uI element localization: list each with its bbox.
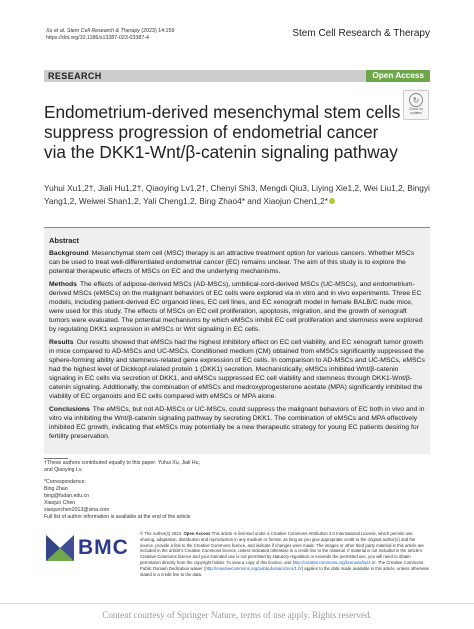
- abstract-section-text: Our results showed that eMSCs had the highest inhibitory effect on EC cell viability, and EC xenograft tumor growth in mice compared to AD-MSCs and UC-MSCs. Conditioned medium (CM) obtained from eMSCs significantly suppressed the sphere-forming ability and stemness-related gene expression of EC cells. In comparison to AD-MSCs and UC-MSCs, eMSCs had the highest level of Dickkopf-related protein 1 (DKK1) secretion. Mechanistically, eMSCs inhibited Wnt/β-catenin signaling in EC cells via secretion of DKK1, and eMSCs suppressed EC cell viability and stemness through DKK1-Wnt/β-catenin signaling. Additionally, the combination of eMSCs and medroxyprogesterone acetate (MPA) significantly inhibited the viability of EC organoids and EC cells compared with eMSCs or MPA alone.: [49, 339, 425, 400]
- journal-name: Stem Cell Research & Therapy: [292, 28, 430, 39]
- check-for-updates-badge[interactable]: [403, 90, 429, 120]
- orcid-icon[interactable]: [329, 198, 335, 204]
- author-list: [44, 182, 434, 207]
- citation-volume: (2023) 14:159: [141, 28, 175, 34]
- check-updates-label: Check for updates: [409, 107, 423, 115]
- correspondence-label: *Correspondence:: [44, 479, 86, 485]
- license-middle: . The Creative Commons Public Domain Dedication waiver (: [140, 559, 424, 571]
- license-open-access: Open Access: [183, 531, 211, 536]
- abstract-section-label: Conclusions: [49, 406, 90, 413]
- corresponding-author-2: Xiaojun Chen: [44, 500, 76, 506]
- corresponding-email-1[interactable]: bing@fudan.edu.cn: [44, 493, 90, 499]
- abstract-content: [49, 236, 425, 445]
- license-body: This article is licensed under a Creative Commons Attribution 4.0 International License, which permits use, sharing, adaptation, distribution and reproduction in any medium or format, as long as you give appropriate credit to the original author(s) and the source, provide a link to the Creative Commons licence, and indicate if changes were made. The images or other third party material in this article are included in the article's Creative Commons licence, unless indicated otherwise in a credit line to the material. If material is not included in the article's Creative Commons licence and your intended use is not permitted by statutory regulation or exceeds the permitted use, you will need to obtain permission directly from the copyright holder. To view a copy of this licence, visit: [140, 531, 424, 565]
- abstract-section-text: Mesenchymal stem cell (MSC) therapy is an attractive treatment option for various cancers. Whether MSCs can be used to treat well-differentiated endometrial cancer (EC) remains unclear. The aim of this study is to explore the potential therapeutic effects of MSCs on EC and the underlying mechanisms.: [49, 250, 415, 275]
- bmc-logo-text: BMC: [78, 536, 129, 559]
- license-text: [140, 531, 430, 577]
- corresponding-email-2[interactable]: xiaojunchen2013@sina.com: [44, 507, 110, 513]
- author-info-note: Full list of author information is available at the end of the article: [44, 514, 191, 520]
- springer-footer: Content courtesy of Springer Nature, terms of use apply. Rights reserved.: [102, 610, 372, 620]
- abstract-box: [44, 227, 430, 454]
- doi-link[interactable]: https://doi.org/10.1186/s13287-023-03387-4: [46, 35, 149, 41]
- abstract-section-label: Background: [49, 250, 89, 257]
- open-access-badge: Open Access: [366, 70, 430, 82]
- citation-journal: Xu et al. Stem Cell Research & Therapy: [46, 28, 140, 34]
- section-bar: [44, 70, 430, 82]
- article-title: Endometrium-derived mesenchymal stem cells suppress progression of endometrial cancer via the DKK1-Wnt/β-catenin signaling pathway: [44, 101, 401, 162]
- abstract-section-text: The effects of adipose-derived MSCs (AD-MSCs), umbilical-cord-derived MSCs (UC-MSCs), and endometrium-derived MSCs (eMSCs) on the malignant behaviors of EC cells were explored via in vitro and in vivo experiments. Three EC models, including patient-derived EC organoid lines, EC cell lines, and EC xenograft model in female BALB/C nude mice, were used for this study. The effects of MSCs on EC cell proliferation, apoptosis, migration, and the growth of xenograft tumors were evaluated. The potential mechanisms by which eMSCs inhibit EC cell proliferation and stemness were explored by regulating DKK1 expression in eMSCs or Wnt signaling in EC cells.: [49, 281, 423, 333]
- abstract-heading: Abstract: [49, 236, 79, 245]
- license-end: ) applies to the data made available in this article, unless otherwise stated in a credit line to the data.: [140, 565, 429, 577]
- cc0-link[interactable]: http://creativecommons.org/publicdomain/zero/1.0/: [205, 565, 302, 571]
- abstract-methods: [49, 280, 425, 334]
- abstract-background: [49, 249, 425, 276]
- footnotes: [44, 460, 204, 521]
- corresponding-author-1: Bing Zhao: [44, 486, 68, 492]
- citation-header: [46, 28, 174, 42]
- footnote-divider: [44, 458, 68, 459]
- section-label: RESEARCH: [48, 71, 102, 81]
- abstract-results: [49, 338, 425, 401]
- abstract-section-label: Results: [49, 339, 74, 346]
- authors-text: Yuhui Xu1,2†, Jiali Hu1,2†, Qiaoying Lv1,2†, Chenyi Shi3, Mengdi Qiu3, Liying Xie1,2, Wei Liu1,2, Bingyi Yang1,2, Weiwei Shan1,2, Yali Cheng1,2, Bing Zhao4* and Xiaojun Chen1,2*: [44, 183, 430, 206]
- abstract-conclusions: [49, 405, 425, 441]
- copyright: © The Author(s) 2023.: [140, 531, 183, 536]
- refresh-icon: ↻: [409, 93, 423, 107]
- footer-divider: [0, 603, 474, 604]
- cc-by-link[interactable]: http://creativecommons.org/licenses/by/4.0/: [292, 559, 376, 565]
- abstract-section-label: Methods: [49, 281, 77, 288]
- equal-contribution-note: †These authors contributed equally to this paper: Yuhui Xu, Jiali Hu, and Qiaoying Lv.: [44, 460, 200, 473]
- abstract-section-text: The eMSCs, but not AD-MSCs or UC-MSCs, could suppress the malignant behaviors of EC both in vivo and in vitro via inhibiting the Wnt/β-catenin signaling pathway by secreting DKK1. The combination of eMSCs and MPA effectively inhibited EC growth, indicating that eMSCs may potentially be a new therapeutic strategy for young EC patients desiring for fertility preservation.: [49, 406, 425, 440]
